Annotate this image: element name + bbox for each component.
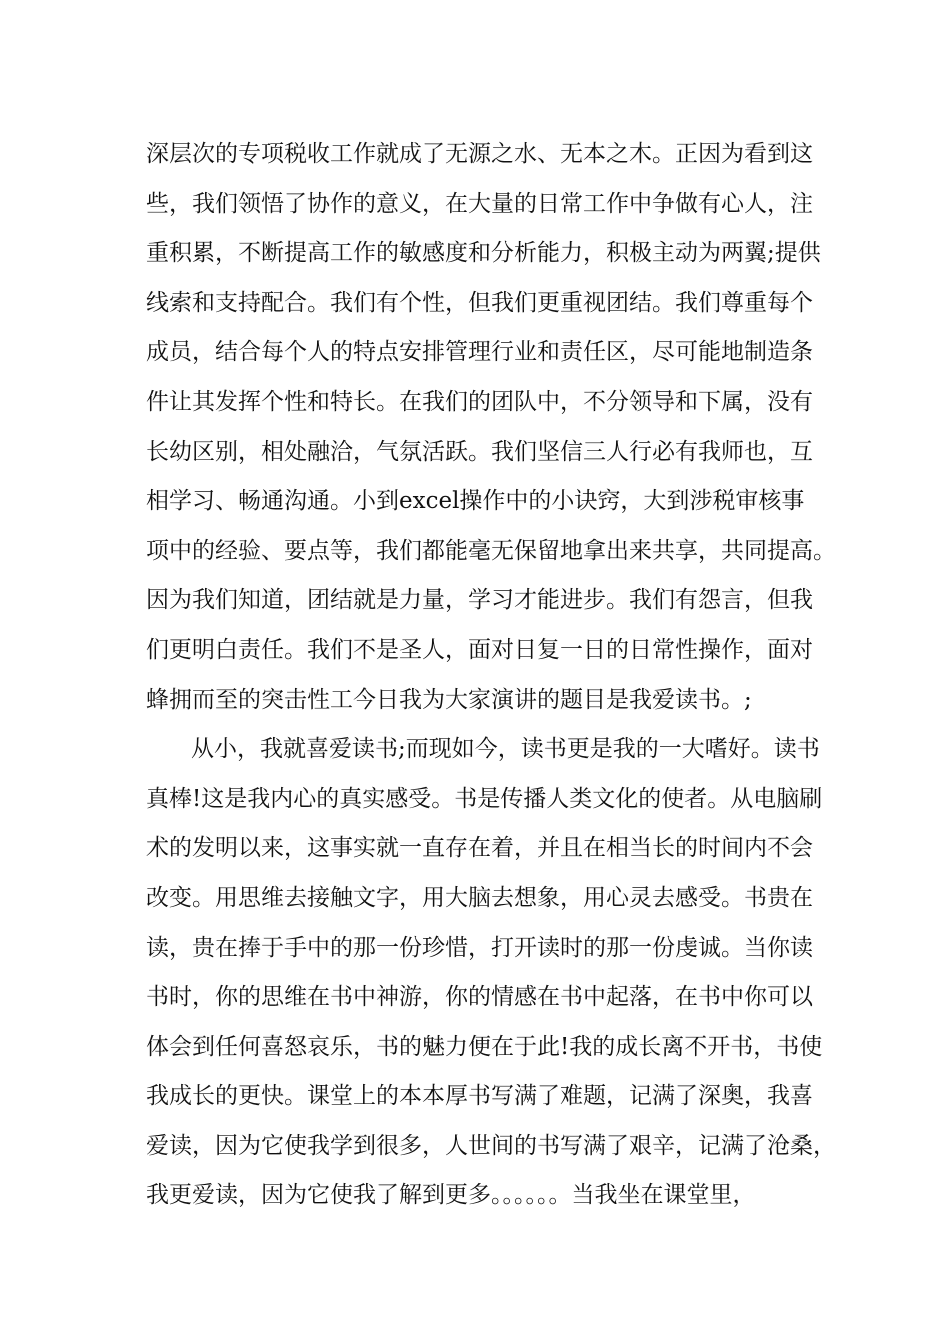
text-line: 项中的经验、要点等，我们都能毫无保留地拿出来共享，共同提高。: [146, 537, 836, 564]
text-line: 线索和支持配合。我们有个性，但我们更重视团结。我们尊重每个: [146, 289, 813, 316]
text-line: 我成长的更快。课堂上的本本厚书写满了难题，记满了深奥，我喜: [146, 1083, 813, 1110]
text-line: 书时，你的思维在书中神游，你的情感在书中起落，在书中你可以: [146, 984, 813, 1011]
text-line: 读，贵在捧于手中的那一份珍惜，打开读时的那一份虔诚。当你读: [146, 934, 813, 961]
text-line: 成员，结合每个人的特点安排管理行业和责任区，尽可能地制造条: [146, 339, 813, 366]
text-line: 重积累，不断提高工作的敏感度和分析能力，积极主动为两翼;提供: [146, 240, 821, 267]
text-line: 些，我们领悟了协作的意义，在大量的日常工作中争做有心人，注: [146, 190, 813, 217]
paragraph-first-line: 从小，我就喜爱读书;而现如今，读书更是我的一大嗜好。读书: [191, 736, 820, 763]
text-line: 术的发明以来，这事实就一直存在着，并且在相当长的时间内不会: [146, 835, 813, 862]
text-line: 改变。用思维去接触文字，用大脑去想象，用心灵去感受。书贵在: [146, 884, 813, 911]
body-text: [146, 130, 846, 1221]
text-line: 真棒!这是我内心的真实感受。书是传播人类文化的使者。从电脑刷: [146, 785, 823, 812]
text-line: 长幼区别，相处融洽，气氛活跃。我们坚信三人行必有我师也，互: [146, 438, 813, 465]
text-line: 们更明白责任。我们不是圣人，面对日复一日的日常性操作，面对: [146, 636, 813, 663]
text-line: 相学习、畅通沟通。小到excel操作中的小诀窍，大到涉税审核事: [146, 488, 805, 515]
text-line: 爱读，因为它使我学到很多，人世间的书写满了艰辛，记满了沧桑，: [146, 1132, 836, 1159]
text-line: 深层次的专项税收工作就成了无源之水、无本之木。正因为看到这: [146, 141, 813, 167]
text-line: 因为我们知道，团结就是力量，学习才能进步。我们有怨言，但我: [146, 587, 813, 614]
text-line: 件让其发挥个性和特长。在我们的团队中，不分领导和下属，没有: [146, 388, 813, 415]
text-line: 蜂拥而至的突击性工今日我为大家演讲的题目是我爱读书。;: [146, 686, 752, 713]
text-line: 我更爱读，因为它使我了解到更多。。。。。。当我坐在课堂里，: [146, 1182, 756, 1209]
text-line: 体会到任何喜怒哀乐，书的魅力便在于此!我的成长离不开书，书使: [146, 1033, 823, 1060]
